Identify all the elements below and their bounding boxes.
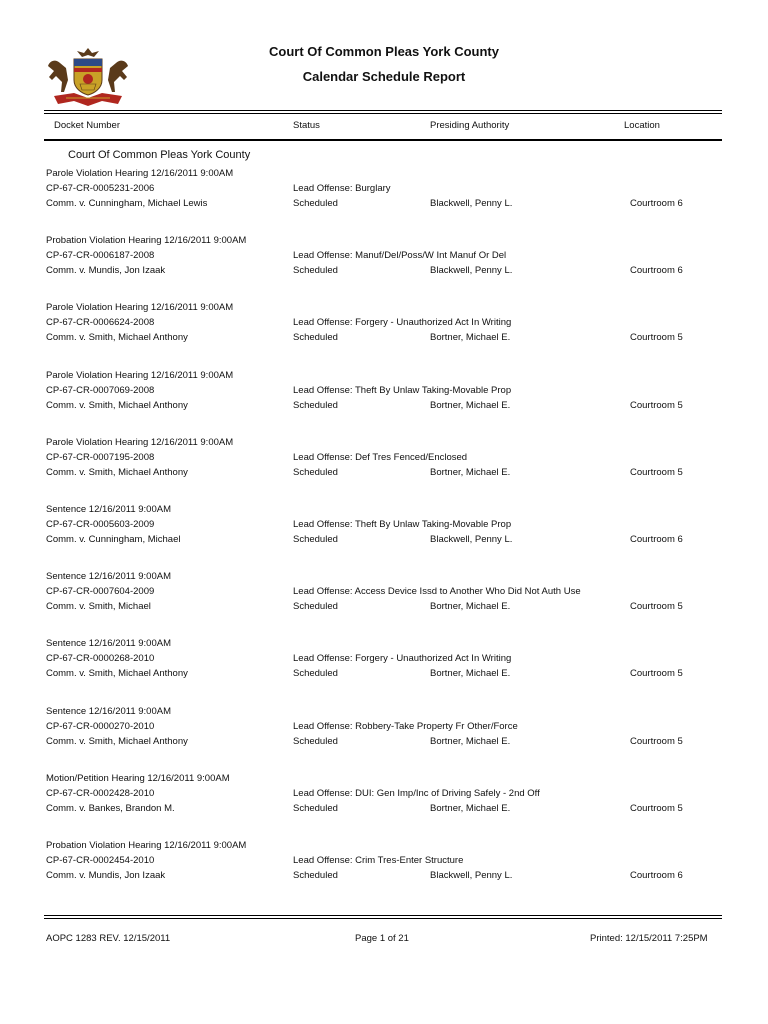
entry-case-caption: Comm. v. Smith, Michael Anthony [46,399,188,411]
entry-docket-number: CP-67-CR-0005231-2006 [46,183,155,194]
entry-docket-number: CP-67-CR-0002428-2010 [46,787,155,799]
entry-lead-offense: Lead Offense: Forgery - Unauthorized Act In Writing [293,317,512,329]
entry-case-caption: Comm. v. Mundis, Jon Izaak [46,870,166,881]
column-header-status: Status [293,120,320,131]
entry-docket-number: CP-67-CR-0006624-2008 [46,317,155,329]
footer-rule [44,915,722,919]
schedule-entry [0,773,768,821]
entry-docket-number: CP-67-CR-0000268-2010 [46,653,155,665]
entry-presiding-authority: Bortner, Michael E. [430,802,511,814]
entry-event-line: Probation Violation Hearing 12/16/2011 9:00AM [46,840,247,851]
entry-case-caption: Comm. v. Smith, Michael Anthony [46,668,188,680]
schedule-entry [0,638,768,686]
entry-presiding-authority: Bortner, Michael E. [430,466,511,478]
entry-location: Courtroom 5 [630,802,683,814]
entry-event-line: Motion/Petition Hearing 12/16/2011 9:00AM [46,772,230,784]
entry-docket-number: CP-67-CR-0007604-2009 [46,586,155,598]
entry-status: Scheduled [293,198,338,209]
schedule-entry [0,235,768,283]
header-bottom-rule [44,139,722,141]
column-header-docket: Docket Number [54,120,120,131]
entry-lead-offense: Lead Offense: Crim Tres-Enter Structure [293,855,464,866]
entry-status: Scheduled [293,802,338,814]
entry-case-caption: Comm. v. Cunningham, Michael Lewis [46,198,208,209]
column-header-authority: Presiding Authority [430,120,510,131]
entry-presiding-authority: Bortner, Michael E. [430,601,511,613]
schedule-entry [0,706,768,754]
entry-case-caption: Comm. v. Mundis, Jon Izaak [46,265,166,277]
schedule-entry [0,504,768,552]
entry-lead-offense: Lead Offense: Def Tres Fenced/Enclosed [293,451,468,463]
footer-printed-timestamp: Printed: 12/15/2011 7:25PM [590,933,708,944]
schedule-entry [0,571,768,619]
footer-page-number: Page 1 of 21 [355,933,409,944]
entry-docket-number: CP-67-CR-0002454-2010 [46,855,155,866]
entry-lead-offense: Lead Offense: Access Device Issd to Another Who Did Not Auth Use [293,586,581,598]
entry-location: Courtroom 6 [630,265,683,277]
entry-case-caption: Comm. v. Smith, Michael Anthony [46,735,188,747]
entry-docket-number: CP-67-CR-0006187-2008 [46,250,155,262]
entry-location: Courtroom 5 [630,399,683,411]
entry-event-line: Parole Violation Hearing 12/16/2011 9:00AM [46,369,234,381]
entry-lead-offense: Lead Offense: Burglary [293,183,391,194]
entry-location: Courtroom 6 [630,198,683,209]
entry-presiding-authority: Blackwell, Penny L. [430,265,513,277]
entry-presiding-authority: Bortner, Michael E. [430,668,511,680]
entry-lead-offense: Lead Offense: DUI: Gen Imp/Inc of Driving Safely - 2nd Off [293,787,540,799]
entry-event-line: Sentence 12/16/2011 9:00AM [46,571,172,583]
schedule-entry [0,302,768,350]
entry-status: Scheduled [293,332,338,344]
entry-event-line: Probation Violation Hearing 12/16/2011 9:00AM [46,235,247,247]
entry-case-caption: Comm. v. Smith, Michael Anthony [46,332,188,344]
entry-status: Scheduled [293,735,338,747]
footer-form-number: AOPC 1283 REV. 12/15/2011 [46,933,171,944]
entry-location: Courtroom 6 [630,870,683,881]
entry-docket-number: CP-67-CR-0005603-2009 [46,519,155,530]
entry-event-line: Parole Violation Hearing 12/16/2011 9:00AM [46,436,234,448]
schedule-entry [0,437,768,485]
entry-location: Courtroom 5 [630,735,683,747]
entry-docket-number: CP-67-CR-0007069-2008 [46,384,155,396]
entry-lead-offense: Lead Offense: Theft By Unlaw Taking-Movable Prop [293,384,512,396]
entry-status: Scheduled [293,870,338,881]
entry-case-caption: Comm. v. Bankes, Brandon M. [46,802,175,814]
entry-docket-number: CP-67-CR-0000270-2010 [46,720,155,732]
entry-event-line: Parole Violation Hearing 12/16/2011 9:00AM [46,168,234,179]
entry-lead-offense: Lead Offense: Forgery - Unauthorized Act In Writing [293,653,512,665]
entry-event-line: Parole Violation Hearing 12/16/2011 9:00AM [46,302,234,314]
entry-presiding-authority: Blackwell, Penny L. [430,870,513,881]
entry-docket-number: CP-67-CR-0007195-2008 [46,451,155,463]
schedule-entry [0,168,768,216]
entry-case-caption: Comm. v. Smith, Michael [46,601,151,613]
entry-location: Courtroom 6 [630,534,683,545]
entry-presiding-authority: Blackwell, Penny L. [430,534,513,545]
report-title: Calendar Schedule Report [302,69,466,84]
entry-status: Scheduled [293,668,338,680]
entry-status: Scheduled [293,601,338,613]
entry-status: Scheduled [293,265,338,277]
schedule-entry [0,840,768,888]
entry-location: Courtroom 5 [630,601,683,613]
group-title: Court Of Common Pleas York County [68,149,251,161]
header-top-rule [44,110,722,114]
entry-event-line: Sentence 12/16/2011 9:00AM [46,504,172,515]
entry-case-caption: Comm. v. Cunningham, Michael [46,534,181,545]
entry-presiding-authority: Bortner, Michael E. [430,735,511,747]
entry-event-line: Sentence 12/16/2011 9:00AM [46,638,172,650]
entry-status: Scheduled [293,534,338,545]
entry-status: Scheduled [293,399,338,411]
report-court-name: Court Of Common Pleas York County [269,44,499,59]
entry-event-line: Sentence 12/16/2011 9:00AM [46,705,172,717]
entry-location: Courtroom 5 [630,332,683,344]
entry-presiding-authority: Bortner, Michael E. [430,399,511,411]
column-header-location: Location [624,120,660,131]
entry-lead-offense: Lead Offense: Robbery-Take Property Fr Other/Force [293,720,518,732]
entry-presiding-authority: Bortner, Michael E. [430,332,511,344]
entry-location: Courtroom 5 [630,668,683,680]
entry-status: Scheduled [293,466,338,478]
entry-lead-offense: Lead Offense: Theft By Unlaw Taking-Movable Prop [293,519,512,530]
entry-location: Courtroom 5 [630,466,683,478]
entry-presiding-authority: Blackwell, Penny L. [430,198,513,209]
entry-case-caption: Comm. v. Smith, Michael Anthony [46,466,188,478]
entry-lead-offense: Lead Offense: Manuf/Del/Poss/W Int Manuf Or Del [293,250,507,262]
schedule-entry [0,370,768,418]
